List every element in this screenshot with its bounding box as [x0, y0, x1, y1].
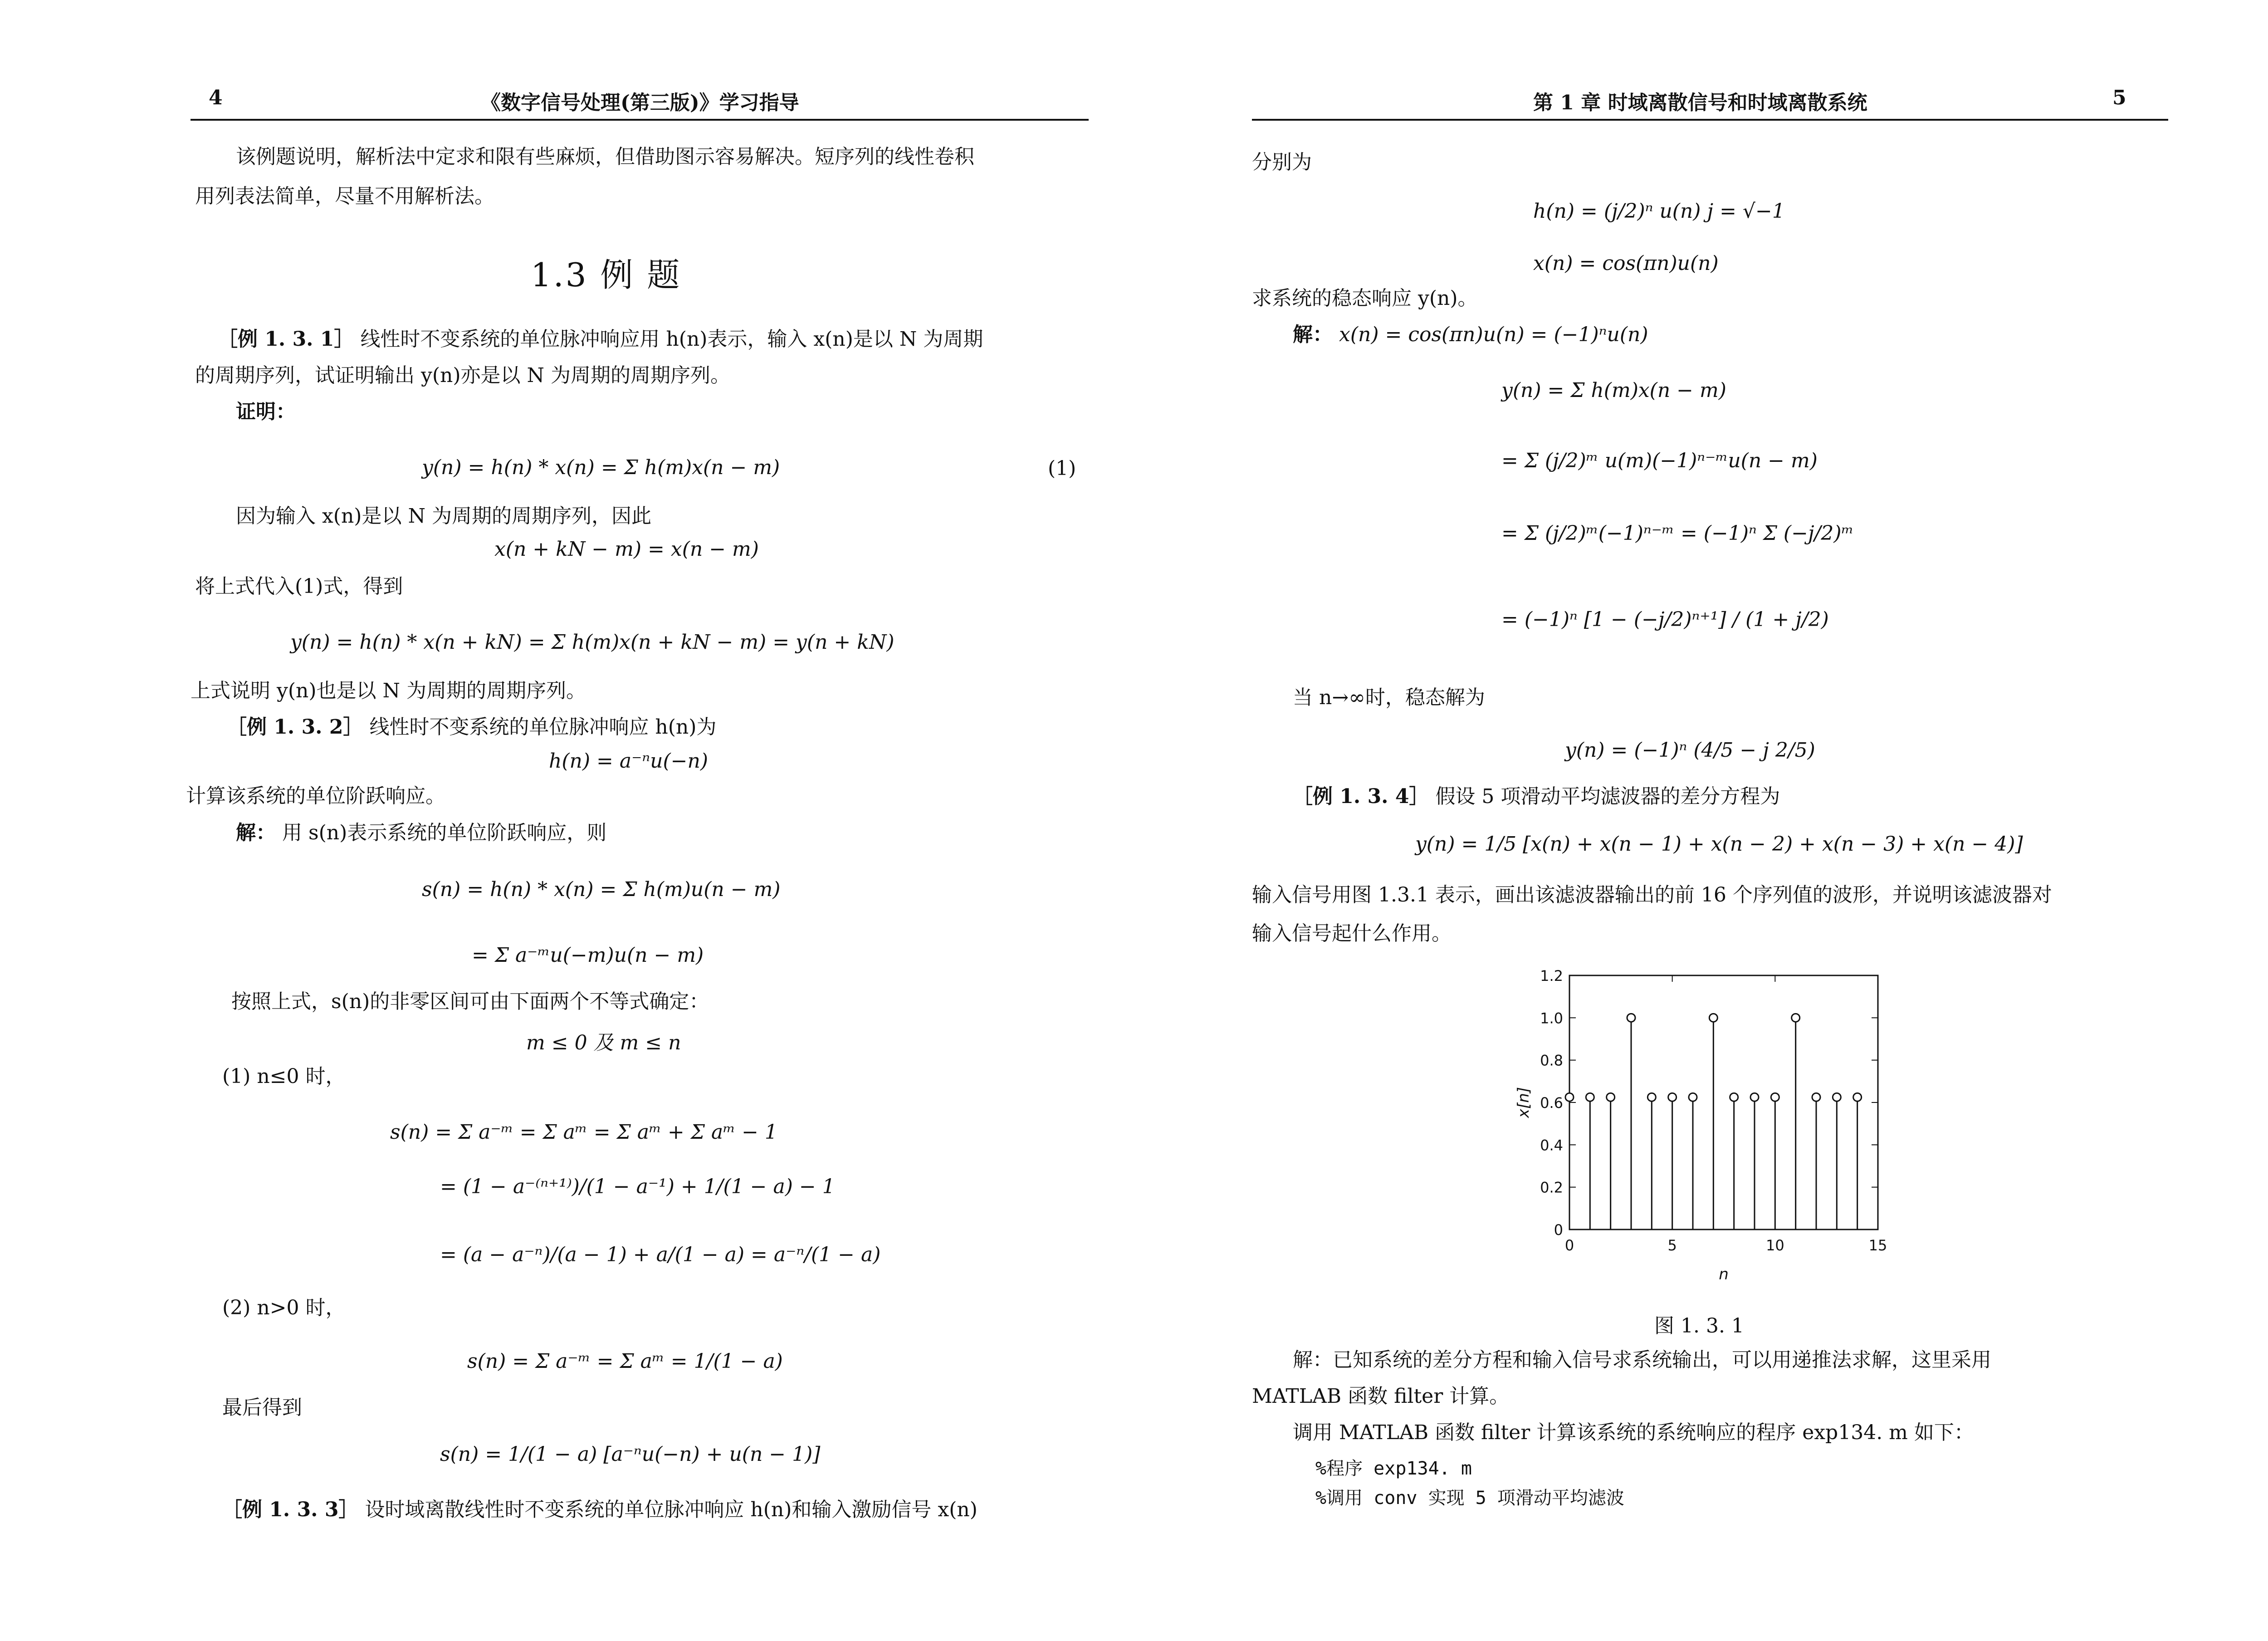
case-2-equation: s(n) = Σ a⁻ᵐ = Σ aᵐ = 1/(1 − a)	[467, 1350, 783, 1373]
case-1-eq-2: = (1 − a⁻⁽ⁿ⁺¹⁾)/(1 − a⁻¹) + 1/(1 − a) − 1	[440, 1175, 835, 1198]
left-page-number: 4	[209, 86, 223, 109]
example-1-text-2: 的周期序列，试证明输出 y(n)亦是以 N 为周期的周期序列。	[195, 364, 730, 387]
substitute-text: 将上式代入(1)式，得到	[195, 575, 403, 598]
case-2-label: (2) n>0 时，	[222, 1296, 346, 1319]
stem-marker	[1833, 1093, 1841, 1101]
periodic-equation: x(n + kN − m) = x(n − m)	[494, 538, 759, 561]
right-running-title: 第 1 章 时域离散信号和时域离散系统	[1533, 91, 1867, 114]
stem-marker	[1586, 1093, 1594, 1101]
stem-marker	[1627, 1014, 1635, 1022]
stem-marker	[1771, 1093, 1779, 1101]
solution-label: 解：	[236, 821, 276, 844]
example-4-text: 假设 5 项滑动平均滤波器的差分方程为	[1435, 785, 1780, 808]
y-tick-label: 0	[1554, 1221, 1563, 1239]
y-tick-label: 1.0	[1540, 1009, 1563, 1027]
example-4-label: ［例 1. 3. 4］	[1293, 785, 1429, 808]
example-1-text: 线性时不变系统的单位脉冲响应用 h(n)表示，输入 x(n)是以 N 为周期	[360, 328, 983, 351]
y-tick-label: 1.2	[1540, 967, 1563, 985]
final-label: 最后得到	[222, 1396, 302, 1419]
stem-marker	[1853, 1093, 1862, 1101]
figure-caption: 图 1. 3. 1	[1654, 1314, 1744, 1337]
code-line-1: %程序 exp134. m	[1315, 1458, 1472, 1479]
x-tick-label: 0	[1564, 1237, 1574, 1254]
stem-marker	[1730, 1093, 1738, 1101]
y-equation-3: = Σ (j/2)ᵐ(−1)ⁿ⁻ᵐ = (−1)ⁿ Σ (−j/2)ᵐ	[1501, 522, 1854, 545]
x-equation: x(n) = cos(πn)u(n)	[1533, 252, 1719, 275]
stem-marker	[1607, 1093, 1615, 1101]
example-4-task-1: 输入信号用图 1.3.1 表示，画出该滤波器输出的前 16 个序列值的波形，并说明该滤波器对	[1252, 883, 2052, 906]
solution-3-label: 解：	[1293, 323, 1333, 346]
solution-4-line-1: 解：已知系统的差分方程和输入信号求系统输出，可以用递推法求解，这里采用	[1293, 1348, 1991, 1372]
x-tick-label: 10	[1765, 1237, 1784, 1254]
figure-1-3-1-chart	[1497, 962, 1950, 1298]
inequality-equation: m ≤ 0 及 m ≤ n	[526, 1031, 681, 1054]
stem-marker	[1565, 1093, 1574, 1101]
stem-marker	[1792, 1014, 1800, 1022]
stem-marker	[1647, 1093, 1656, 1101]
stem-marker	[1709, 1014, 1717, 1022]
example-4-task-2: 输入信号起什么作用。	[1252, 922, 1452, 945]
equation-1-number: (1)	[1048, 457, 1076, 480]
stem-marker	[1812, 1093, 1820, 1101]
example-2-label: ［例 1. 3. 2］	[227, 715, 363, 739]
solution-3-equation: x(n) = cos(πn)u(n) = (−1)ⁿu(n)	[1339, 323, 1648, 346]
case-1-label: (1) n≤0 时，	[222, 1065, 346, 1088]
example-2-text: 线性时不变系统的单位脉冲响应 h(n)为	[369, 715, 717, 739]
equation-1: y(n) = h(n) * x(n) = Σ h(m)x(n − m)	[422, 456, 780, 479]
example-3-label: ［例 1. 3. 3］	[222, 1498, 359, 1521]
y-tick-label: 0.4	[1540, 1136, 1563, 1154]
y-tick-label: 0.6	[1540, 1094, 1563, 1112]
left-running-title: 《数字信号处理(第三版)》学习指导	[481, 91, 799, 114]
steady-state-equation: y(n) = (−1)ⁿ (4/5 − j 2/5)	[1565, 739, 1815, 762]
x-tick-label: 5	[1667, 1237, 1677, 1254]
y-tick-label: 0.8	[1540, 1052, 1563, 1069]
interval-text: 按照上式，s(n)的非零区间可由下面两个不等式确定：	[231, 990, 709, 1013]
y-axis-label: x[n]	[1515, 1087, 1533, 1118]
y-equation-2: = Σ (j/2)ᵐ u(m)(−1)ⁿ⁻ᵐu(n − m)	[1501, 449, 1818, 472]
plot-frame	[1569, 975, 1878, 1230]
example-2-task: 计算该系统的单位阶跃响应。	[186, 784, 445, 808]
task-text: 求系统的稳态响应 y(n)。	[1252, 287, 1478, 310]
final-equation: s(n) = 1/(1 − a) [a⁻ⁿu(−n) + u(n − 1)]	[440, 1443, 821, 1466]
section-title: 1.3 例 题	[531, 256, 682, 294]
left-header-rule	[191, 119, 1089, 121]
x-axis-label: n	[1719, 1265, 1729, 1283]
case-1-eq-3: = (a − a⁻ⁿ)/(a − 1) + a/(1 − a) = a⁻ⁿ/(1 − a)	[440, 1243, 881, 1266]
example-2-equation: h(n) = a⁻ⁿu(−n)	[549, 749, 709, 773]
stem-marker	[1750, 1093, 1759, 1101]
intro-line-2: 用列表法简单，尽量不用解析法。	[195, 185, 494, 208]
conclusion-text: 上式说明 y(n)也是以 N 为周期的周期序列。	[191, 679, 586, 702]
step-response-eq-2: = Σ a⁻ᵐu(−m)u(n − m)	[472, 944, 704, 967]
y-tick-label: 0.2	[1540, 1179, 1563, 1196]
solution-4-line-3: 调用 MATLAB 函数 filter 计算该系统的系统响应的程序 exp134. m 如下：	[1293, 1421, 1974, 1444]
stem-marker	[1668, 1093, 1677, 1101]
intro-line-1: 该例题说明，解析法中定求和限有些麻烦，但借助图示容易解决。短序列的线性卷积	[236, 145, 974, 168]
y-equation-4: = (−1)ⁿ [1 − (−j/2)ⁿ⁺¹] / (1 + j/2)	[1501, 608, 1829, 631]
step-response-eq-1: s(n) = h(n) * x(n) = Σ h(m)u(n − m)	[422, 878, 781, 901]
code-line-2: %调用 conv 实现 5 项滑动平均滤波	[1315, 1488, 1624, 1509]
right-page	[1160, 0, 2268, 1641]
solution-text: 用 s(n)表示系统的单位阶跃响应，则	[282, 821, 607, 844]
because-text: 因为输入 x(n)是以 N 为周期的周期序列，因此	[236, 505, 651, 528]
solution-4-line-2: MATLAB 函数 filter 计算。	[1252, 1385, 1510, 1408]
respectively-text: 分别为	[1252, 151, 1312, 174]
y-equation-1: y(n) = Σ h(m)x(n − m)	[1501, 379, 1726, 402]
steady-state-text: 当 n→∞时，稳态解为	[1293, 686, 1485, 709]
x-tick-label: 15	[1868, 1237, 1887, 1254]
right-header-rule	[1252, 119, 2168, 121]
substituted-equation: y(n) = h(n) * x(n + kN) = Σ h(m)x(n + kN − m) = y(n + kN)	[290, 631, 894, 654]
proof-label: 证明：	[236, 400, 296, 423]
stem-marker	[1689, 1093, 1697, 1101]
difference-equation: y(n) = 1/5 [x(n) + x(n − 1) + x(n − 2) + x(n − 3) + x(n − 4)]	[1415, 833, 2023, 856]
case-1-eq-1: s(n) = Σ a⁻ᵐ = Σ aᵐ = Σ aᵐ + Σ aᵐ − 1	[390, 1121, 777, 1144]
right-page-number: 5	[2112, 86, 2126, 109]
example-1-label: ［例 1. 3. 1］	[218, 328, 354, 351]
h-equation: h(n) = (j/2)ⁿ u(n) j = √−1	[1533, 200, 1785, 223]
example-3-text: 设时域离散线性时不变系统的单位脉冲响应 h(n)和输入激励信号 x(n)	[365, 1498, 978, 1521]
